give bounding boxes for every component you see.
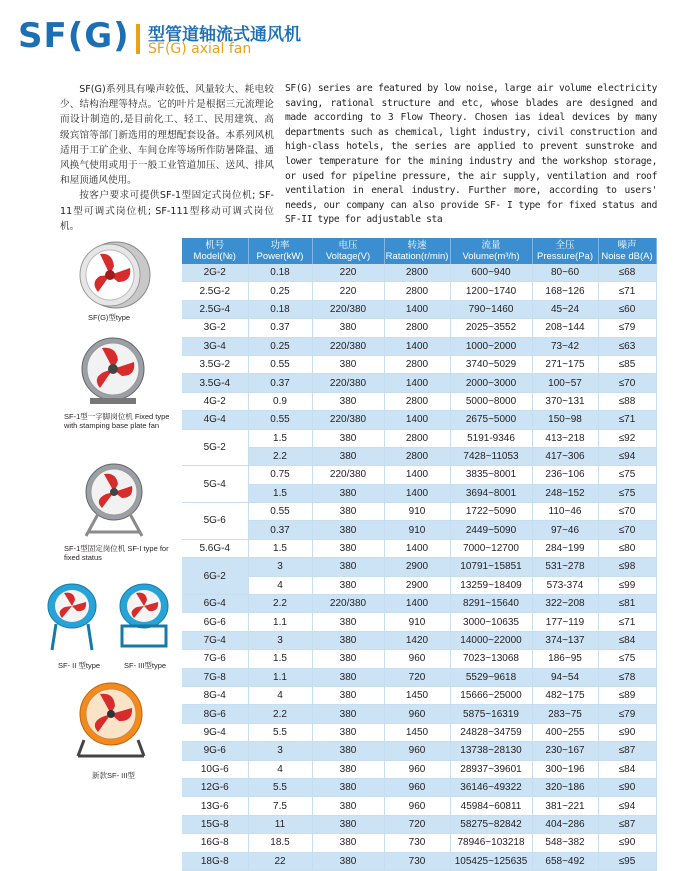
cell-volume: 3000~10635 [450, 613, 532, 631]
cell-rpm: 1400 [384, 539, 450, 557]
cell-power: 1.5 [248, 484, 312, 502]
cell-pressure: 208~144 [532, 319, 598, 337]
sf1-stamping-fan-image [76, 336, 150, 406]
cell-pressure: 404~286 [532, 815, 598, 833]
cell-model: 5.6G-4 [182, 539, 248, 557]
cell-voltage: 220 [312, 282, 384, 300]
cell-power: 11 [248, 815, 312, 833]
cell-model: 7G-4 [182, 631, 248, 649]
cell-volume: 1722~5090 [450, 503, 532, 521]
cell-model: 5G-6 [182, 503, 248, 540]
cell-rpm: 1450 [384, 686, 450, 704]
cell-voltage: 380 [312, 650, 384, 668]
table-row [182, 723, 656, 741]
cell-rpm: 2800 [384, 264, 450, 282]
caption-sf3: SF- III型type [124, 661, 167, 670]
table-row [182, 705, 656, 723]
cell-noise: ≤71 [598, 411, 656, 429]
cell-power: 0.9 [248, 392, 312, 410]
cell-pressure: 284~199 [532, 539, 598, 557]
cell-model: 12G-6 [182, 778, 248, 796]
cell-power: 2.2 [248, 705, 312, 723]
cell-rpm: 1400 [384, 411, 450, 429]
cell-model: 4G-4 [182, 411, 248, 429]
cell-voltage: 380 [312, 539, 384, 557]
table-row [182, 484, 656, 502]
table-row [182, 282, 656, 300]
cell-noise: ≤99 [598, 576, 656, 594]
cell-voltage: 380 [312, 484, 384, 502]
cell-pressure: 300~196 [532, 760, 598, 778]
cell-power: 22 [248, 852, 312, 870]
cell-noise: ≤71 [598, 282, 656, 300]
cell-noise: ≤78 [598, 668, 656, 686]
cell-voltage: 220/380 [312, 466, 384, 484]
cell-noise: ≤88 [598, 392, 656, 410]
cell-pressure: 658~492 [532, 852, 598, 870]
cell-noise: ≤79 [598, 705, 656, 723]
table-row [182, 650, 656, 668]
cell-power: 1.1 [248, 668, 312, 686]
cell-pressure: 94~54 [532, 668, 598, 686]
cell-noise: ≤80 [598, 539, 656, 557]
cell-model: 2G-2 [182, 264, 248, 282]
intro-english [285, 82, 657, 228]
cell-volume: 105425~125635 [450, 852, 532, 870]
cell-model: 10G-6 [182, 760, 248, 778]
table-row [182, 355, 656, 373]
cell-power: 4 [248, 760, 312, 778]
header-noise: 噪声 Noise dB(A) [598, 238, 656, 264]
cell-model: 9G-4 [182, 723, 248, 741]
header-pressure: 全压 Pressure(Pa) [532, 238, 598, 264]
table-row [182, 631, 656, 649]
cell-rpm: 910 [384, 613, 450, 631]
cell-pressure: 110~46 [532, 503, 598, 521]
cell-noise: ≤87 [598, 742, 656, 760]
cell-voltage: 380 [312, 613, 384, 631]
cell-volume: 28937~39601 [450, 760, 532, 778]
sf3-fan-image [112, 580, 176, 654]
cell-model: 7G-8 [182, 668, 248, 686]
cell-noise: ≤63 [598, 337, 656, 355]
cell-power: 0.37 [248, 521, 312, 539]
cell-model: 6G-6 [182, 613, 248, 631]
cell-noise: ≤90 [598, 834, 656, 852]
table-row [182, 539, 656, 557]
cell-power: 1.5 [248, 650, 312, 668]
cell-model: 8G-6 [182, 705, 248, 723]
cell-rpm: 1400 [384, 374, 450, 392]
cell-voltage: 380 [312, 705, 384, 723]
cell-power: 0.18 [248, 264, 312, 282]
cell-power: 1.5 [248, 429, 312, 447]
cell-pressure: 248~152 [532, 484, 598, 502]
cell-power: 0.18 [248, 300, 312, 318]
cell-model: 3.5G-4 [182, 374, 248, 392]
cell-model: 13G-6 [182, 797, 248, 815]
table-row [182, 503, 656, 521]
cell-rpm: 2800 [384, 319, 450, 337]
cell-pressure: 400~255 [532, 723, 598, 741]
table-row [182, 668, 656, 686]
cell-pressure: 531~278 [532, 558, 598, 576]
cell-voltage: 380 [312, 503, 384, 521]
cell-power: 0.75 [248, 466, 312, 484]
cell-volume: 78946~103218 [450, 834, 532, 852]
cell-voltage: 220/380 [312, 595, 384, 613]
cell-model: 6G-4 [182, 595, 248, 613]
sf1-fixed-fan-image [76, 462, 152, 538]
cell-volume: 7023~13068 [450, 650, 532, 668]
cell-pressure: 45~24 [532, 300, 598, 318]
cell-volume: 15666~25000 [450, 686, 532, 704]
cell-rpm: 720 [384, 815, 450, 833]
table-row [182, 797, 656, 815]
cell-voltage: 380 [312, 355, 384, 373]
cell-power: 5.5 [248, 723, 312, 741]
cell-pressure: 186~95 [532, 650, 598, 668]
cell-model: 7G-6 [182, 650, 248, 668]
cell-voltage: 380 [312, 834, 384, 852]
cell-noise: ≤87 [598, 815, 656, 833]
product-title-en: SF(G) axial fan [148, 41, 252, 57]
table-row [182, 576, 656, 594]
cell-noise: ≤81 [598, 595, 656, 613]
cell-model: 18G-8 [182, 852, 248, 870]
cell-volume: 36146~49322 [450, 778, 532, 796]
cell-voltage: 380 [312, 447, 384, 465]
cell-power: 2.2 [248, 447, 312, 465]
cell-voltage: 380 [312, 797, 384, 815]
new-sf3-fan-image [70, 680, 152, 762]
cell-volume: 5000~8000 [450, 392, 532, 410]
cell-volume: 1200~1740 [450, 282, 532, 300]
table-row [182, 466, 656, 484]
cell-rpm: 2800 [384, 429, 450, 447]
cell-voltage: 380 [312, 815, 384, 833]
cell-volume: 1000~2000 [450, 337, 532, 355]
cell-rpm: 2900 [384, 558, 450, 576]
cell-noise: ≤92 [598, 429, 656, 447]
cell-rpm: 2900 [384, 576, 450, 594]
cell-rpm: 960 [384, 650, 450, 668]
sf2-fan-image [44, 580, 100, 654]
cell-power: 0.55 [248, 503, 312, 521]
cell-power: 1.1 [248, 613, 312, 631]
cell-noise: ≤75 [598, 650, 656, 668]
caption-sf1-stamping: SF-1型一字脚岗位机 Fixed type with stamping base plate fan [64, 412, 170, 430]
cell-rpm: 1450 [384, 723, 450, 741]
cell-pressure: 283~75 [532, 705, 598, 723]
cell-pressure: 271~175 [532, 355, 598, 373]
cell-rpm: 2800 [384, 282, 450, 300]
cell-pressure: 413~218 [532, 429, 598, 447]
cell-volume: 2449~5090 [450, 521, 532, 539]
cell-volume: 600~940 [450, 264, 532, 282]
cell-volume: 2025~3552 [450, 319, 532, 337]
cell-model: 15G-8 [182, 815, 248, 833]
intro-cn-paragraph-1: SF(G)系列具有噪声较低、风量较大、耗电较少、结构治理等特点。它的叶片是根据三元流理论而设计制造的,是目前化工、轻工、民用建筑、高级宾馆等部门新选用的理想配套设备。本系列风机适用于工矿企业、车间仓库等场所作防暑降温、通风换气使用或用于一般工业管道加压、送风、排风和屋顶通风使用。 [60, 84, 274, 187]
intro-cn-paragraph-2: 按客户要求可提供SF-1型固定式岗位机; SF-11型可调式岗位机; SF-111型移动可调式岗位机。 [60, 190, 274, 232]
cell-volume: 5529~9618 [450, 668, 532, 686]
cell-rpm: 1400 [384, 466, 450, 484]
table-row [182, 447, 656, 465]
cell-model: 5G-4 [182, 466, 248, 503]
caption-new-sf3: 新款SF- III型 [92, 771, 135, 780]
table-row [182, 392, 656, 410]
cell-noise: ≤84 [598, 760, 656, 778]
table-row [182, 300, 656, 318]
cell-pressure: 177~119 [532, 613, 598, 631]
cell-noise: ≤85 [598, 355, 656, 373]
cell-pressure: 374~137 [532, 631, 598, 649]
cell-voltage: 220/380 [312, 337, 384, 355]
cell-power: 0.55 [248, 411, 312, 429]
table-row [182, 411, 656, 429]
cell-noise: ≤90 [598, 723, 656, 741]
cell-model: 3G-4 [182, 337, 248, 355]
table-row [182, 760, 656, 778]
header-power: 功率 Power(kW) [248, 238, 312, 264]
cell-voltage: 380 [312, 778, 384, 796]
table-row [182, 264, 656, 282]
cell-pressure: 236~106 [532, 466, 598, 484]
cell-rpm: 960 [384, 760, 450, 778]
cell-pressure: 80~60 [532, 264, 598, 282]
cell-voltage: 220/380 [312, 411, 384, 429]
cell-rpm: 960 [384, 705, 450, 723]
cell-pressure: 168~126 [532, 282, 598, 300]
cell-noise: ≤75 [598, 466, 656, 484]
cell-pressure: 100~57 [532, 374, 598, 392]
cell-pressure: 381~221 [532, 797, 598, 815]
cell-power: 1.5 [248, 539, 312, 557]
cell-volume: 7000~12700 [450, 539, 532, 557]
cell-pressure: 417~306 [532, 447, 598, 465]
cell-noise: ≤75 [598, 484, 656, 502]
cell-model: 9G-6 [182, 742, 248, 760]
cell-power: 0.25 [248, 337, 312, 355]
cell-rpm: 1400 [384, 337, 450, 355]
cell-model: 2.5G-4 [182, 300, 248, 318]
cell-noise: ≤70 [598, 503, 656, 521]
cell-noise: ≤94 [598, 447, 656, 465]
cell-power: 0.37 [248, 319, 312, 337]
cell-voltage: 380 [312, 319, 384, 337]
specification-table [182, 238, 657, 871]
cell-noise: ≤90 [598, 778, 656, 796]
table-row [182, 374, 656, 392]
cell-pressure: 482~175 [532, 686, 598, 704]
table-row [182, 778, 656, 796]
cell-volume: 10791~15851 [450, 558, 532, 576]
cell-volume: 2675~5000 [450, 411, 532, 429]
cell-pressure: 73~42 [532, 337, 598, 355]
product-title-cn: 型管道轴流式通风机 [148, 25, 301, 45]
cell-voltage: 380 [312, 631, 384, 649]
cell-rpm: 1420 [384, 631, 450, 649]
caption-sfg: SF(G)型type [88, 313, 131, 322]
cell-volume: 13259~18409 [450, 576, 532, 594]
cell-volume: 5191-9346 [450, 429, 532, 447]
cell-power: 18.5 [248, 834, 312, 852]
cell-model: 3.5G-2 [182, 355, 248, 373]
cell-voltage: 220 [312, 264, 384, 282]
cell-voltage: 380 [312, 521, 384, 539]
cell-noise: ≤95 [598, 852, 656, 870]
table-row [182, 319, 656, 337]
cell-rpm: 730 [384, 834, 450, 852]
cell-volume: 14000~22000 [450, 631, 532, 649]
table-row [182, 686, 656, 704]
cell-rpm: 960 [384, 742, 450, 760]
cell-rpm: 2800 [384, 355, 450, 373]
cell-power: 4 [248, 686, 312, 704]
cell-voltage: 380 [312, 723, 384, 741]
cell-rpm: 1400 [384, 595, 450, 613]
cell-rpm: 910 [384, 521, 450, 539]
cell-power: 0.55 [248, 355, 312, 373]
cell-pressure: 150~98 [532, 411, 598, 429]
cell-pressure: 97~46 [532, 521, 598, 539]
cell-voltage: 380 [312, 760, 384, 778]
cell-voltage: 220/380 [312, 300, 384, 318]
cell-voltage: 380 [312, 576, 384, 594]
cell-power: 2.2 [248, 595, 312, 613]
cell-noise: ≤84 [598, 631, 656, 649]
caption-sf1-fixed: SF-1型固定岗位机 SF-I type for fixed status [64, 544, 169, 562]
cell-rpm: 1400 [384, 484, 450, 502]
cell-model: 5G-2 [182, 429, 248, 466]
table-row [182, 742, 656, 760]
cell-voltage: 380 [312, 742, 384, 760]
header-rotation: 转速 Ratation(r/min) [385, 240, 449, 262]
cell-rpm: 2800 [384, 392, 450, 410]
intro-chinese [60, 82, 274, 234]
cell-rpm: 730 [384, 852, 450, 870]
cell-model: 2.5G-2 [182, 282, 248, 300]
cell-noise: ≤98 [598, 558, 656, 576]
cell-power: 7.5 [248, 797, 312, 815]
cell-volume: 790~1460 [450, 300, 532, 318]
table-row [182, 521, 656, 539]
cell-power: 4 [248, 576, 312, 594]
table-row [182, 558, 656, 576]
cell-volume: 24828~34759 [450, 723, 532, 741]
cell-power: 0.25 [248, 282, 312, 300]
cell-noise: ≤60 [598, 300, 656, 318]
cell-power: 0.37 [248, 374, 312, 392]
table-row [182, 429, 656, 447]
cell-rpm: 960 [384, 797, 450, 815]
cell-volume: 8291~15640 [450, 595, 532, 613]
cell-model: 3G-2 [182, 319, 248, 337]
cell-volume: 45984~60811 [450, 797, 532, 815]
cell-noise: ≤71 [598, 613, 656, 631]
table-row [182, 595, 656, 613]
caption-sf2: SF- II 型type [58, 661, 101, 670]
cell-rpm: 910 [384, 503, 450, 521]
title-divider [136, 24, 140, 54]
cell-voltage: 380 [312, 429, 384, 447]
cell-model: 16G-8 [182, 834, 248, 852]
cell-noise: ≤70 [598, 521, 656, 539]
table-row [182, 613, 656, 631]
cell-model: 6G-2 [182, 558, 248, 595]
cell-voltage: 380 [312, 558, 384, 576]
intro-en-paragraph: SF(G) series are featured by low noise, large air volume electricity saving, rational structure and etc, whose blades are designed and made according to 3 Flow Theory. Chosen ias ideal devices by many departments such as chemical, light industry, civil construction and high-class hotels, the series are applied to prevent sunstroke and lower temperature for the mining industry and the workshop storage, or used for pipeline pressure, the air supply, ventilation and roof ventilation in eneral industry. Further more, according to users' needs, our company can also provide SF- I type for fixed status and SF-II type for adjustable sta [285, 83, 657, 226]
cell-voltage: 380 [312, 668, 384, 686]
cell-volume: 13738~28130 [450, 742, 532, 760]
cell-rpm: 720 [384, 668, 450, 686]
cell-volume: 3740~5029 [450, 355, 532, 373]
cell-volume: 58275~82842 [450, 815, 532, 833]
cell-pressure: 573-374 [532, 576, 598, 594]
cell-volume: 2000~3000 [450, 374, 532, 392]
sfg-duct-fan-image [70, 240, 152, 310]
cell-volume: 3694~8001 [450, 484, 532, 502]
cell-pressure: 370~131 [532, 392, 598, 410]
cell-power: 3 [248, 558, 312, 576]
cell-pressure: 230~167 [532, 742, 598, 760]
cell-pressure: 320~186 [532, 778, 598, 796]
cell-rpm: 2800 [384, 447, 450, 465]
cell-noise: ≤70 [598, 374, 656, 392]
cell-power: 3 [248, 631, 312, 649]
cell-voltage: 380 [312, 686, 384, 704]
cell-model: 8G-4 [182, 686, 248, 704]
cell-noise: ≤89 [598, 686, 656, 704]
header-model: 机号 Model(№) [182, 238, 248, 264]
cell-pressure: 548~382 [532, 834, 598, 852]
cell-model: 4G-2 [182, 392, 248, 410]
cell-voltage: 380 [312, 852, 384, 870]
table-row [182, 852, 656, 870]
cell-volume: 7428~11053 [450, 447, 532, 465]
cell-noise: ≤68 [598, 264, 656, 282]
cell-noise: ≤94 [598, 797, 656, 815]
model-title: SF(G) [18, 16, 130, 56]
cell-power: 5.5 [248, 778, 312, 796]
cell-volume: 3835~8001 [450, 466, 532, 484]
cell-volume: 5875~16319 [450, 705, 532, 723]
cell-voltage: 220/380 [312, 374, 384, 392]
cell-voltage: 380 [312, 392, 384, 410]
table-row [182, 337, 656, 355]
cell-noise: ≤79 [598, 319, 656, 337]
table-row [182, 834, 656, 852]
header-volume: 流量 Volume(m³/h) [450, 238, 532, 264]
cell-rpm: 960 [384, 778, 450, 796]
table-row [182, 815, 656, 833]
cell-rpm: 1400 [384, 300, 450, 318]
cell-power: 3 [248, 742, 312, 760]
cell-pressure: 322~208 [532, 595, 598, 613]
table-header-row [182, 238, 656, 264]
header-voltage: 电压 Voltage(V) [312, 238, 384, 264]
